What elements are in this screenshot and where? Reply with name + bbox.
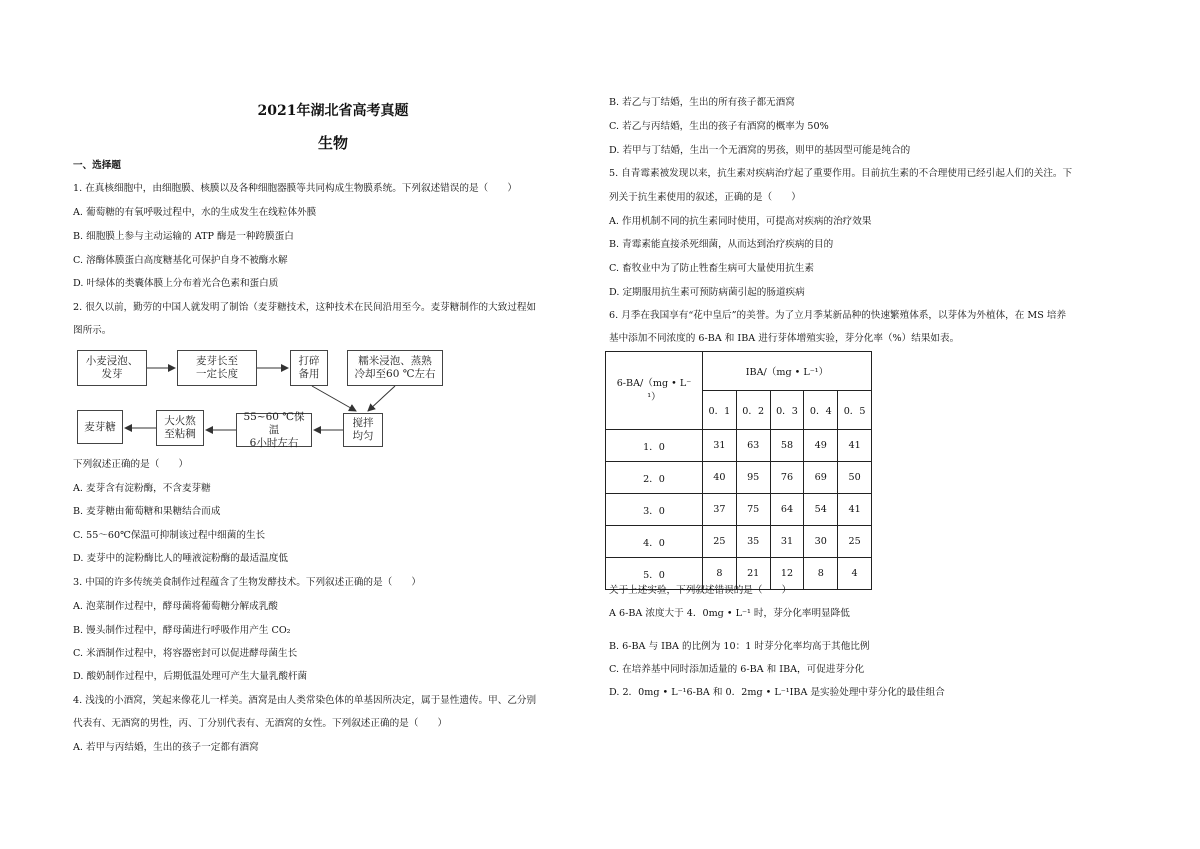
table-cell: 8	[703, 558, 737, 590]
q3-option-c: C. 米酒制作过程中，将容器密封可以促进酵母菌生长	[73, 648, 298, 659]
table-ba-value: 5．0	[606, 558, 703, 590]
table-iba-value: 0．3	[770, 391, 804, 430]
q1-stem: 1. 在真核细胞中，由细胞膜、核膜以及各种细胞器膜等共同构成生物膜系统。下列叙述错误的是（ ）	[73, 183, 517, 194]
q6-data-table	[605, 351, 872, 590]
table-cell: 30	[804, 526, 838, 558]
table-iba-value: 0．1	[703, 391, 737, 430]
q5-option-d: D. 定期服用抗生素可预防病菌引起的肠道疾病	[609, 287, 805, 298]
q3-option-b: B. 馒头制作过程中，酵母菌进行呼吸作用产生 CO₂	[73, 625, 291, 636]
q5-option-b: B. 青霉素能直接杀死细菌，从而达到治疗疾病的目的	[609, 239, 834, 250]
q5-option-c: C. 畜牧业中为了防止牲畜生病可大量使用抗生素	[609, 263, 814, 274]
flow-box-boil: 大火熬 至粘稠	[156, 410, 204, 446]
subject-title: 生物	[317, 134, 348, 152]
table-cell: 21	[736, 558, 770, 590]
q5-stem-line2: 列关于抗生素使用的叙述，正确的是（ ）	[609, 192, 801, 203]
table-iba-value: 0．2	[736, 391, 770, 430]
q5-option-a: A. 作用机制不同的抗生素同时使用，可提高对疾病的治疗效果	[609, 216, 872, 227]
table-ba-value: 3．0	[606, 494, 703, 526]
q1-option-c: C. 溶酶体膜蛋白高度糖基化可保护自身不被酶水解	[73, 255, 288, 266]
q1-option-d: D. 叶绿体的类囊体膜上分布着光合色素和蛋白质	[73, 278, 279, 289]
q6-question: 关于上述实验，下列叙述错误的是（ ）	[609, 585, 792, 596]
table-iba-value: 0．5	[838, 391, 872, 430]
table-row	[606, 430, 872, 462]
table-cell: 63	[736, 430, 770, 462]
table-row	[606, 462, 872, 494]
q2-question: 下列叙述正确的是（ ）	[73, 459, 189, 470]
table-cell: 37	[703, 494, 737, 526]
table-cell: 49	[804, 430, 838, 462]
table-cell: 40	[703, 462, 737, 494]
table-cell: 54	[804, 494, 838, 526]
table-cell: 31	[703, 430, 737, 462]
q3-option-d: D. 酸奶制作过程中，后期低温处理可产生大量乳酸杆菌	[73, 671, 308, 682]
table-cell: 75	[736, 494, 770, 526]
table-cell: 41	[838, 430, 872, 462]
table-ba-value: 2．0	[606, 462, 703, 494]
table-cell: 12	[770, 558, 804, 590]
q2-stem-line1: 2. 很久以前，勤劳的中国人就发明了制饴（麦芽糖技术，这种技术在民间沿用至今。麦芽糖制作的大致过程如	[73, 302, 537, 313]
table-cell: 4	[838, 558, 872, 590]
table-iba-value: 0．4	[804, 391, 838, 430]
table-ba-value: 1．0	[606, 430, 703, 462]
flow-box-rice: 糯米浸泡、蒸熟 冷却至60 ℃左右	[347, 350, 443, 386]
q2-option-d: D. 麦芽中的淀粉酶比人的唾液淀粉酶的最适温度低	[73, 553, 288, 564]
q6-option-b: B. 6-BA 与 IBA 的比例为 10：1 时芽分化率均高于其他比例	[609, 641, 870, 652]
q4-option-d: D. 若甲与丁结婚，生出一个无酒窝的男孩，则甲的基因型可能是纯合的	[609, 145, 911, 156]
table-ba-value: 4．0	[606, 526, 703, 558]
q6-stem-line2: 基中添加不同浓度的 6-BA 和 IBA 进行芽体增殖实验，芽分化率（%）结果如表。	[609, 333, 960, 344]
q2-option-a: A. 麦芽含有淀粉酶，不含麦芽糖	[73, 483, 211, 494]
q6-option-c: C. 在培养基中同时添加适量的 6-BA 和 IBA，可促进芽分化	[609, 664, 865, 675]
table-row	[606, 494, 872, 526]
exam-title: 2021年湖北省高考真题	[257, 103, 409, 119]
table-row	[606, 526, 872, 558]
q2-option-c: C. 55～60℃保温可抑制该过程中细菌的生长	[73, 530, 266, 541]
q4-option-c: C. 若乙与丙结婚，生出的孩子有酒窝的概率为 50%	[609, 121, 829, 132]
flow-box-malt-grow: 麦芽长至 一定长度	[177, 350, 257, 386]
table-cell: 35	[736, 526, 770, 558]
flow-box-incubate: 55~60 ℃保温 6小时左右	[236, 413, 312, 447]
table-cell: 69	[804, 462, 838, 494]
q5-stem-line1: 5. 自青霉素被发现以来，抗生素对疾病治疗起了重要作用。目前抗生素的不合理使用已经引起人们的关注。下	[609, 168, 1073, 179]
arrow-4-5	[368, 386, 395, 411]
q3-stem: 3. 中国的许多传统美食制作过程蕴含了生物发酵技术。下列叙述正确的是（ ）	[73, 577, 421, 588]
arrow-3-5	[312, 386, 356, 411]
table-cell: 41	[838, 494, 872, 526]
table-cell: 64	[770, 494, 804, 526]
table-corner-header: 6-BA/（mg • L⁻ ¹）	[606, 352, 703, 430]
table-cell: 50	[838, 462, 872, 494]
q2-stem-line2: 图所示。	[73, 325, 112, 336]
q1-option-b: B. 细胞膜上参与主动运输的 ATP 酶是一种跨膜蛋白	[73, 231, 294, 242]
flow-box-soak-wheat: 小麦浸泡、 发芽	[77, 350, 147, 386]
q4-option-a: A. 若甲与丙结婚，生出的孩子一定都有酒窝	[73, 742, 259, 753]
flow-box-crush: 打碎 备用	[290, 350, 328, 386]
flow-box-stir: 搅拌 均匀	[343, 413, 383, 447]
q6-option-a: A 6-BA 浓度大于 4．0mg • L⁻¹ 时，芽分化率明显降低	[609, 608, 850, 619]
table-cell: 25	[838, 526, 872, 558]
table-cell: 8	[804, 558, 838, 590]
table-cell: 25	[703, 526, 737, 558]
table-cell: 95	[736, 462, 770, 494]
q6-stem-line1: 6. 月季在我国享有“花中皇后”的美誉。为了立月季某新品种的快速繁殖体系，以芽体为外植体，在 MS 培养	[609, 310, 1067, 321]
q3-option-a: A. 泡菜制作过程中，酵母菌将葡萄糖分解成乳酸	[73, 601, 278, 612]
flow-box-maltose: 麦芽糖	[77, 410, 123, 444]
section-title: 一、选择题	[73, 160, 121, 171]
q2-option-b: B. 麦芽糖由葡萄糖和果糖结合而成	[73, 506, 221, 517]
q4-stem-line1: 4. 浅浅的小酒窝，笑起来像花儿一样美。酒窝是由人类常染色体的单基因所决定，属于显性遗传。甲、乙分别	[73, 695, 537, 706]
q6-option-d: D. 2．0mg • L⁻¹6-BA 和 0．2mg • L⁻¹IBA 是实验处理中芽分化的最佳组合	[609, 687, 945, 698]
table-cell: 76	[770, 462, 804, 494]
q1-option-a: A. 葡萄糖的有氧呼吸过程中，水的生成发生在线粒体外膜	[73, 207, 317, 218]
table-iba-header: IBA/（mg • L⁻¹）	[703, 352, 872, 391]
table-cell: 58	[770, 430, 804, 462]
table-cell: 31	[770, 526, 804, 558]
q4-stem-line2: 代表有、无酒窝的男性，丙、丁分别代表有、无酒窝的女性。下列叙述正确的是（ ）	[73, 718, 448, 729]
q4-option-b: B. 若乙与丁结婚，生出的所有孩子都无酒窝	[609, 97, 795, 108]
